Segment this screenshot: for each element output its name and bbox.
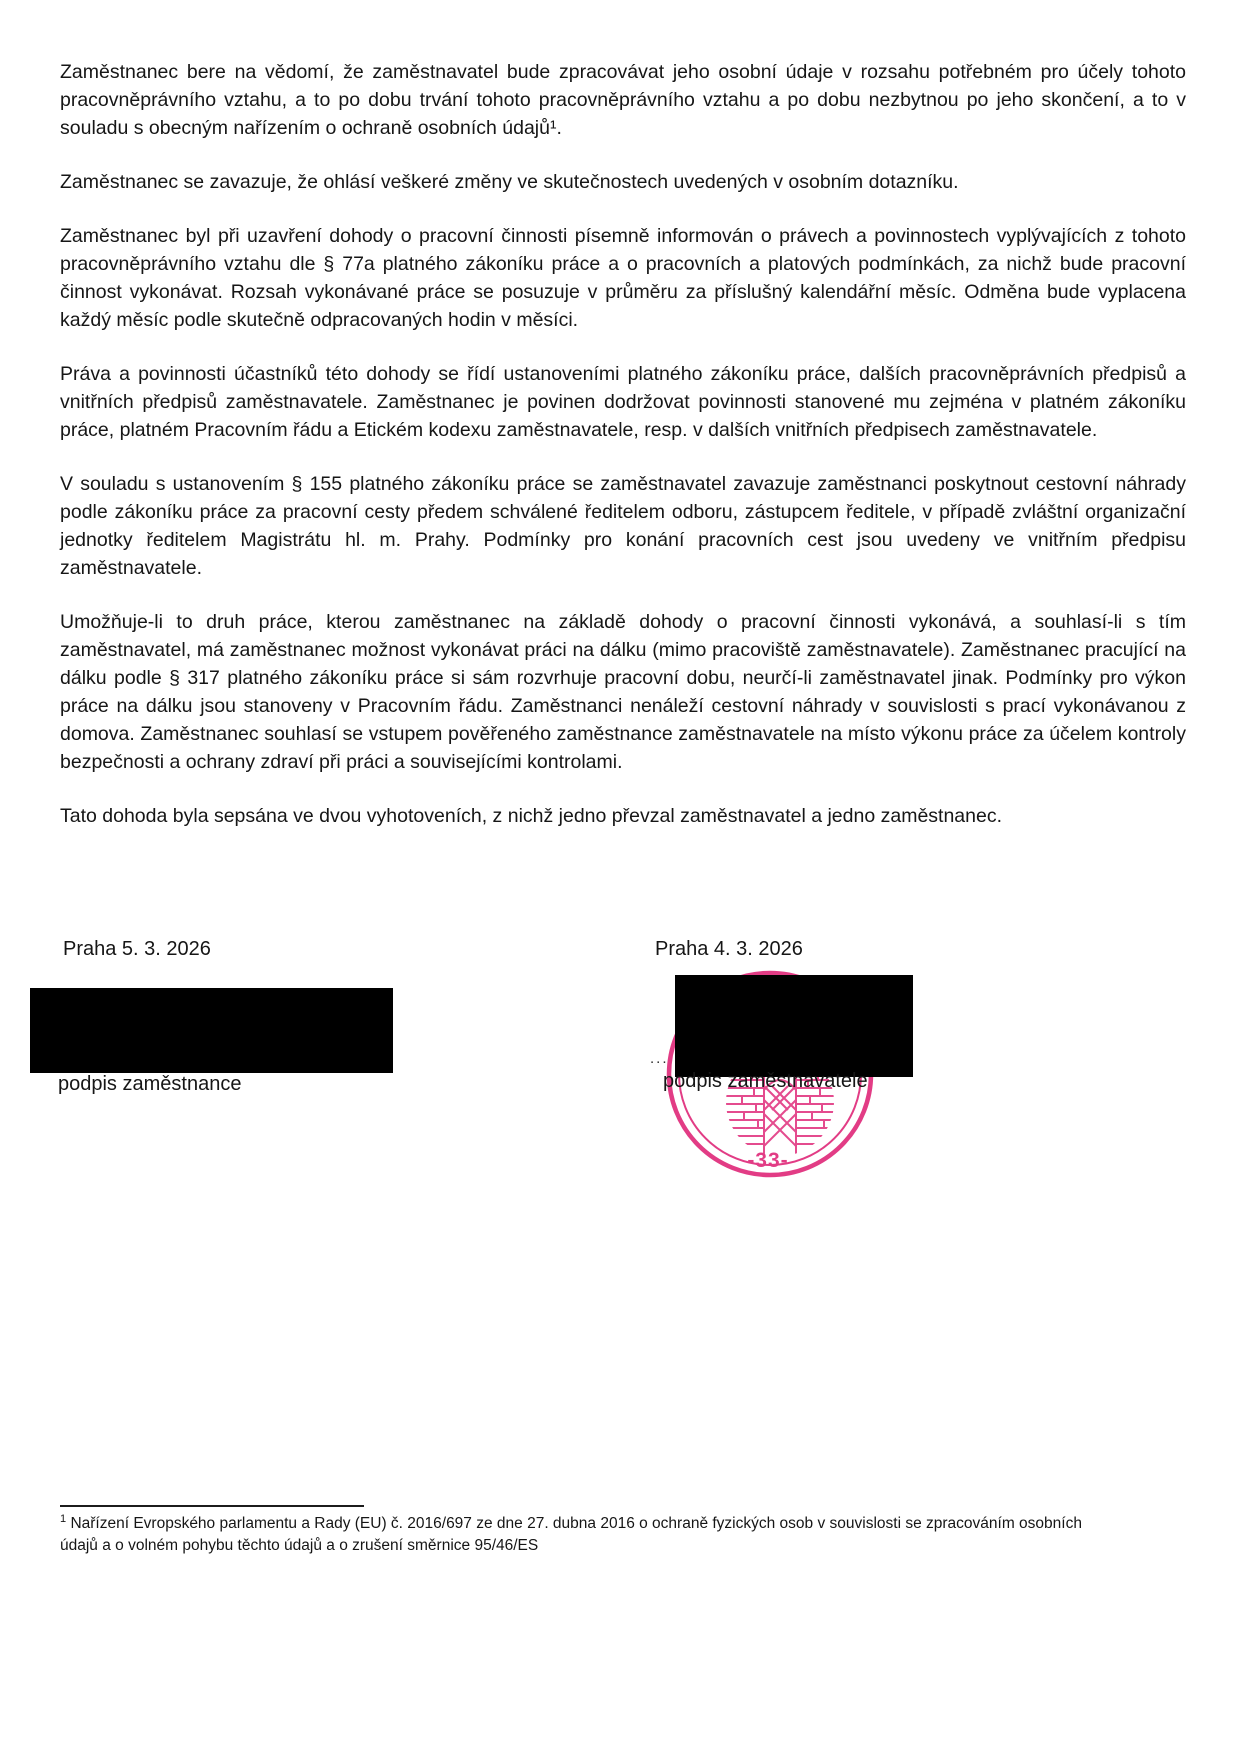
footnote-separator-rule bbox=[60, 1505, 364, 1507]
employee-signature-label: podpis zaměstnance bbox=[58, 1073, 242, 1095]
paragraph-rights-obligations-info: Zaměstnanec byl při uzavření dohody o pracovní činnosti písemně informován o právech a povinnostech vyplývajících z tohoto pracovněprávního vztahu dle § 77a platného zákoníku práce a o pracovních a platových podmínkách, za nichž bude pracovní činnost vykonávat. Rozsah vykonávané práce se posuzuje v průměru za příslušný kalendářní měsíc. Odměna bude vyplacena každý měsíc podle skutečně odpracovaných hodin v měsíci. bbox=[60, 225, 1186, 331]
footnote-marker: 1 bbox=[60, 1512, 67, 1525]
agreement-body bbox=[60, 58, 1186, 856]
paragraph-remote-work: Umožňuje-li to druh práce, kterou zaměstnanec na základě dohody o pracovní činnosti vykonává, a souhlasí-li s tím zaměstnavatel, má zaměstnanec možnost vykonávat práci na dálku (mimo pracoviště zaměstnavatele). Zaměstnanec pracující na dálku podle § 317 platného zákoníku práce si sám rozvrhuje pracovní dobu, neurčí-li zaměstnavatel jinak. Podmínky pro výkon práce na dálku jsou stanoveny v Pracovním řádu. Zaměstnanci nenáleží cestovní náhrady v souvislosti s prací vykonávanou z domova. Zaměstnanec souhlasí se vstupem pověřeného zaměstnance zaměstnavatele na místo výkonu práce za účelem kontroly bezpečnosti a ochrany zdraví při práci a souvisejícími kontrolami. bbox=[60, 611, 1186, 773]
footnote-text: Nařízení Evropského parlamentu a Rady (EU) č. 2016/697 ze dne 27. dubna 2016 o ochraně fyzických osob v souvislosti se zpracováním osobních údajů a o volném pohybu těchto údajů a o zrušení směrnice 95/46/ES bbox=[60, 1515, 1082, 1554]
paragraph-personal-data: Zaměstnanec bere na vědomí, že zaměstnavatel bude zpracovávat jeho osobní údaje v rozsahu potřebném pro účely tohoto pracovněprávního vztahu, a to po dobu trvání tohoto pracovněprávního vztahu a po dobu nezbytnou po jeho skončení, a to v souladu s obecným nařízením o ochraně osobních údajů¹. bbox=[60, 61, 1186, 139]
employer-signature-label: podpis zaměstnavatele bbox=[663, 1070, 868, 1092]
redaction-box-employer-signature bbox=[675, 975, 913, 1077]
paragraph-travel-compensation: V souladu s ustanovením § 155 platného zákoníku práce se zaměstnavatel zavazuje zaměstnanci poskytnout cestovní náhrady podle zákoníku práce za pracovní cesty předem schválené ředitelem odboru, zástupcem ředitele, v případě zvláštní organizační jednotky ředitelem Magistrátu hl. m. Prahy. Podmínky pro konání pracovních cest jsou uvedeny ve vnitřním předpisu zaměstnavatele. bbox=[60, 473, 1186, 579]
employee-signature-date: Praha 5. 3. 2026 bbox=[63, 938, 211, 960]
stamp-number: -33- bbox=[747, 1149, 789, 1172]
redaction-box-employee-signature bbox=[30, 988, 393, 1073]
paragraph-governing-rules: Práva a povinnosti účastníků této dohody se řídí ustanoveními platného zákoníku práce, dalších pracovněprávních předpisů a vnitřních předpisů zaměstnavatele. Zaměstnanec je povinen dodržovat povinnosti stanovené mu zejména v platném zákoníku práce, platném Pracovním řádu a Etickém kodexu zaměstnavatele, resp. v dalších vnitřních předpisech zaměstnavatele. bbox=[60, 363, 1186, 441]
paragraph-report-changes: Zaměstnanec se zavazuje, že ohlásí veškeré změny ve skutečnostech uvedených v osobním dotazníku. bbox=[60, 171, 959, 193]
employer-signature-date: Praha 4. 3. 2026 bbox=[655, 938, 803, 960]
footnote bbox=[60, 1513, 1095, 1557]
signature-dotted-line-fragment: ... bbox=[650, 1050, 669, 1067]
paragraph-two-copies: Tato dohoda byla sepsána ve dvou vyhotoveních, z nichž jedno převzal zaměstnavatel a jedno zaměstnanec. bbox=[60, 805, 1003, 827]
